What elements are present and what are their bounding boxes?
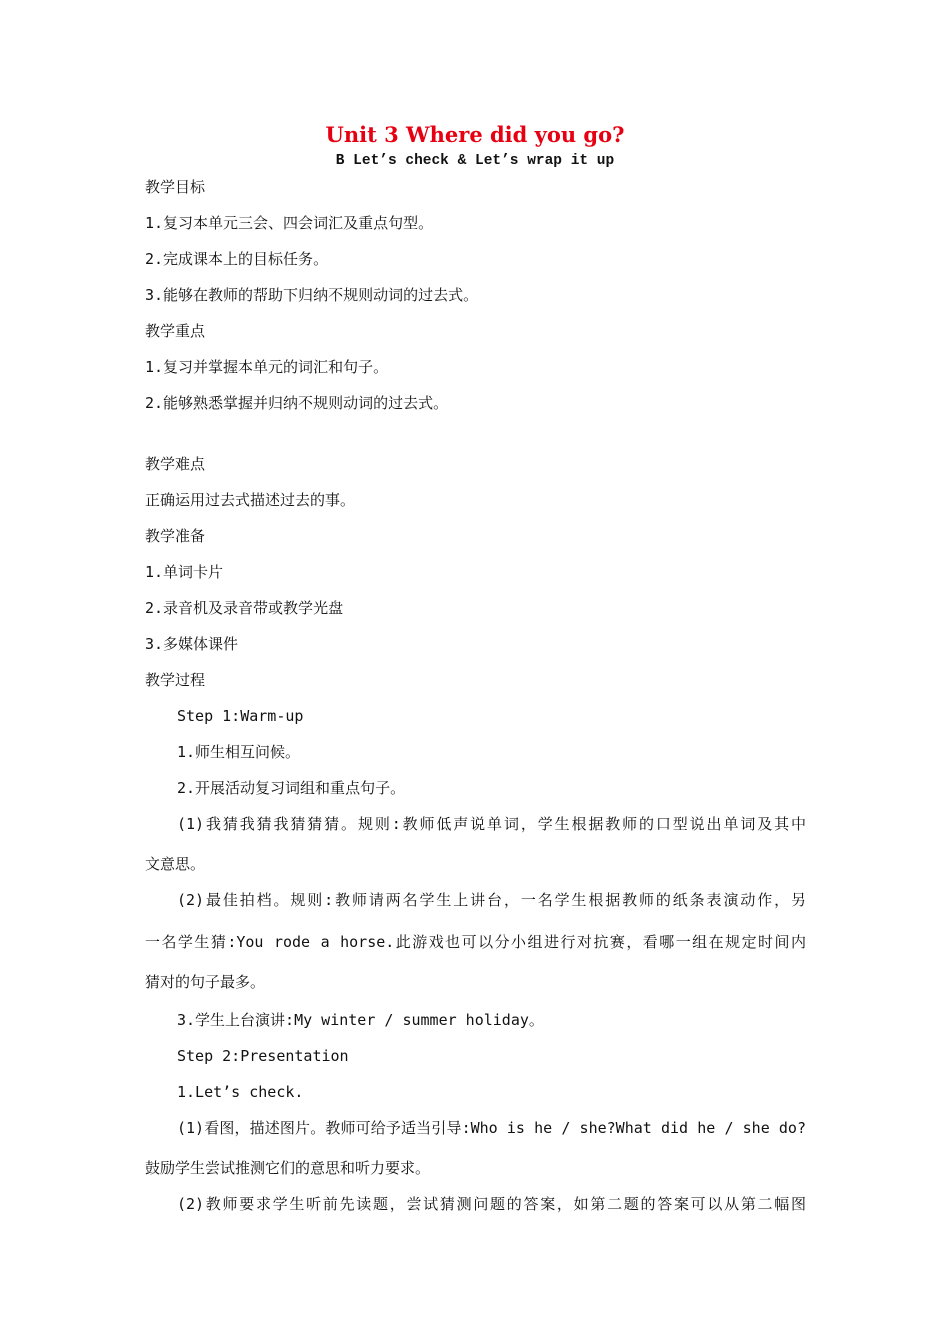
difficulties-text: 正确运用过去式描述过去的事。 (145, 491, 356, 509)
section-heading-key-points: 教学重点 (145, 322, 206, 340)
step1-item: 1.师生相互问候。 (177, 743, 301, 761)
step2-paragraph-1: (1)看图，描述图片。教师可给予适当引导:Who is he / she?What did he / she do? (177, 1119, 806, 1137)
step1-paragraph-2: (2)最佳拍档。规则:教师请两名学生上讲台，一名学生根据教师的纸条表演动作，另 (177, 891, 806, 909)
section-heading-preparation: 教学准备 (145, 527, 206, 545)
step2-paragraph-2: (2)教师要求学生听前先读题，尝试猜测问题的答案，如第二题的答案可以从第二幅图 (177, 1195, 806, 1213)
step1-paragraph-1-cont: 文意思。 (145, 855, 206, 873)
step1-paragraph-1: (1)我猜我猜我猜猜猜。规则:教师低声说单词，学生根据教师的口型说出单词及其中 (177, 815, 806, 833)
step2-title: Step 2:Presentation (177, 1047, 349, 1065)
step1-paragraph-2-cont: 一名学生猜:You rode a horse.此游戏也可以分小组进行对抗赛，看哪一组在规定时间内 (145, 933, 806, 951)
step2-item: 1.Let’s check. (177, 1083, 304, 1101)
section-heading-objectives: 教学目标 (145, 178, 206, 196)
objective-item: 3.能够在教师的帮助下归纳不规则动词的过去式。 (145, 286, 479, 304)
preparation-item: 1.单词卡片 (145, 563, 224, 581)
step1-title: Step 1:Warm-up (177, 707, 304, 725)
step1-paragraph-2-cont: 猜对的句子最多。 (145, 973, 266, 991)
document-subtitle: B Let’s check & Let’s wrap it up (335, 153, 615, 169)
step2-paragraph-1-cont: 鼓励学生尝试推测它们的意思和听力要求。 (145, 1159, 431, 1177)
section-heading-process: 教学过程 (145, 671, 206, 689)
key-point-item: 2.能够熟悉掌握并归纳不规则动词的过去式。 (145, 394, 449, 412)
step1-item: 2.开展活动复习词组和重点句子。 (177, 779, 406, 797)
document-title: Unit 3 Where did you go? (325, 122, 625, 147)
key-point-item: 1.复习并掌握本单元的词汇和句子。 (145, 358, 389, 376)
step1-item: 3.学生上台演讲:My winter / summer holiday。 (177, 1011, 544, 1029)
objective-item: 2.完成课本上的目标任务。 (145, 250, 329, 268)
preparation-item: 2.录音机及录音带或教学光盘 (145, 599, 344, 617)
preparation-item: 3.多媒体课件 (145, 635, 239, 653)
section-heading-difficulties: 教学难点 (145, 455, 206, 473)
objective-item: 1.复习本单元三会、四会词汇及重点句型。 (145, 214, 434, 232)
